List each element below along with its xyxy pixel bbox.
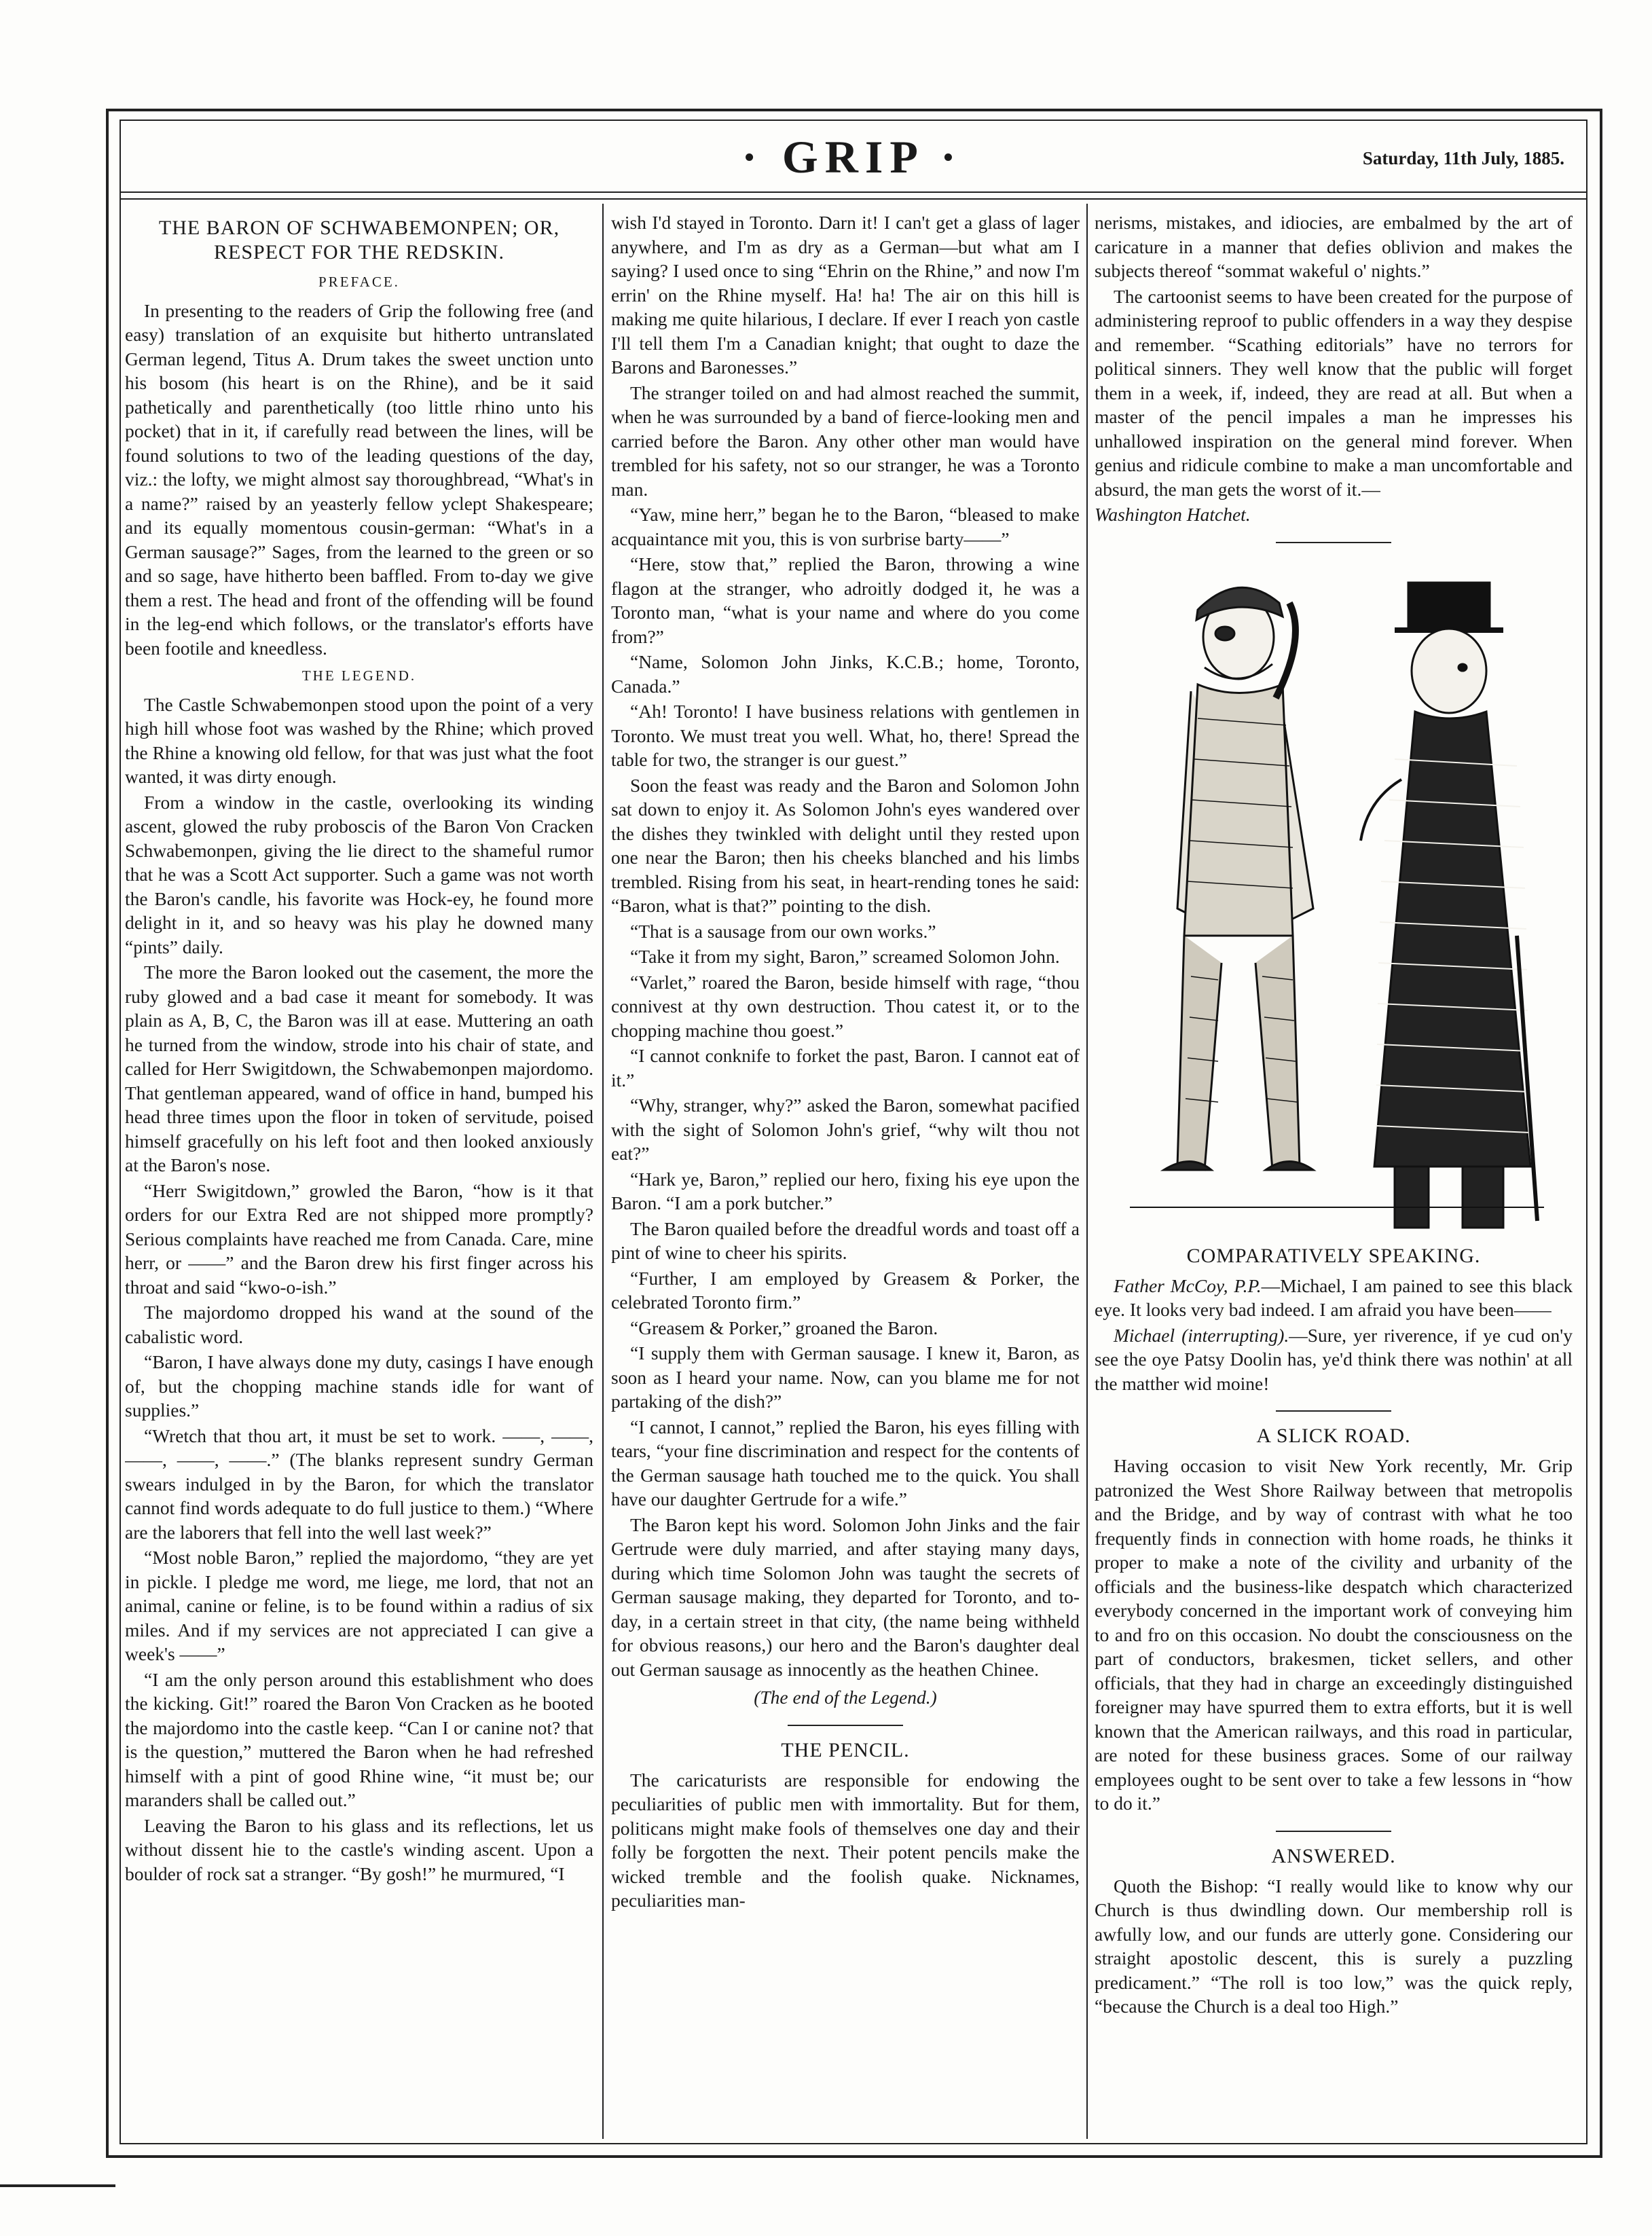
legend-paragraph: “Herr Swigitdown,” growled the Baron, “how is it that orders for our Extra Red are not shipped more promptly? Serious complaints have reached me from Canada. Care, mine herr, or ——” and the Baron drew his first finger across his throat and said “kwo-o-ish.”: [125, 1179, 593, 1298]
legend-paragraph: The Baron kept his word. Solomon John Jinks and the fair Gertrude were duly married, and after staying many days, during which time Solomon John was taught the secrets of German sausage making, they departed for Toronto, and to-day, in a certain street in that city, (the name being withheld for obvious reasons,) our hero and the Baron's daughter deal out German sausage as innocently as the heathen Chinee.: [611, 1514, 1080, 1680]
slick-road-headline: A SLICK ROAD.: [1256, 1425, 1411, 1447]
legend-paragraph: “I supply them with German sausage. I knew it, Baron, as soon as I heard your name. Now, can you blame me for not partaking of the dish?”: [611, 1342, 1080, 1412]
baron-headline: THE BARON OF SCHWABEMONPEN; OR, RESPECT FOR THE REDSKIN.: [158, 217, 560, 263]
legend-end-note: (The end of the Legend.): [754, 1687, 937, 1708]
answered-paragraph: Quoth the Bishop: “I really would like to know why our Church is thus dwindling down. Our membership roll is awfully low, and our funds are utterly gone. Considering our straight apostolic descent, this is surely a puzzling predicament.” “The roll is too low,” was the quick reply, “because the Church is a deal too High.”: [1095, 1875, 1573, 2017]
cartoon-speaker-1: Father McCoy, P.P.: [1114, 1275, 1262, 1296]
legend-paragraph: From a window in the castle, overlooking its winding ascent, glowed the ruby proboscis of the Baron Von Cracken Schwabemonpen, giving the lie direct to the shameful rumor that he was a Scott Act supporter. Such a game was not worth the Baron's candle, his favorite was Hock-ey, he found more delight in it, and so heavy was his play he downed many “pints” daily.: [125, 791, 593, 957]
legend-paragraph: The stranger toiled on and had almost reached the summit, when he was surrounded by a band of fierce-looking men and carried before the Baron. Any other other man would have trembled for his safety, not so our stranger, he was a Toronto man.: [611, 382, 1080, 500]
legend-paragraph: The majordomo dropped his wand at the sound of the cabalistic word.: [125, 1302, 593, 1347]
column-3: [1095, 210, 1573, 2139]
legend-paragraph: “Name, Solomon John Jinks, K.C.B.; home, Toronto, Canada.”: [611, 651, 1080, 697]
legend-paragraph: “Take it from my sight, Baron,” screamed Solomon John.: [630, 946, 1060, 967]
legend-paragraph: The Baron quailed before the dreadful words and toast off a pint of wine to cheer his spirits.: [611, 1217, 1080, 1263]
legend-paragraph: Soon the feast was ready and the Baron and Solomon John sat down to enjoy it. As Solomon John's eyes wandered over the dishes they twinkled with delight until they rested upon one near the Baron; then his cheeks blanched and his limbs trembled. Rising from his seat, in heart-rending tones he said: “Baron, what is that?” pointing to the dish.: [611, 774, 1080, 916]
cartoon-line-1: —Michael, I am pained to see this black eye. It looks very bad indeed. I am afraid you have been——: [1095, 1275, 1573, 1320]
legend-paragraph: “I am the only person around this establishment who does the kicking. Git!” roared the Baron Von Cracken as he booted the majordomo into the castle keep. “Can I or canine not? that is the question,” muttered the Baron when he had refreshed himself with a pint of good Rhine wine, “it must be; our maranders shall be called out.”: [125, 1668, 593, 1810]
legend-paragraph: “I cannot, I cannot,” replied the Baron, his eyes filling with tears, “your fine discrimination and respect for the contents of the German sausage hath touched me to the quick. You shall have our daughter Gertrude for a wife.”: [611, 1416, 1080, 1509]
preface-paragraph: In presenting to the readers of Grip the following free (and easy) translation of an exquisite but hitherto untranslated German legend, Titus A. Drum takes the sweet unction unto his bosom (his heart is on the Rhine), and be it said pathetically and parenthetically (too little rhino unto his pocket) that in it, if carefully read between the lines, will be found solutions to two of the leading questions of the day, viz.: the lofty, we might almost say thoroughbread, “What's in a name?” raised by an yeasterly fellow yclept Shakespeare; and its equally momentous cousin-german: “What's in a German sausage?” Sages, from the learned to the green or so and so sage, have hitherto been baffled. From to-day we give them a rest. The head and front of the offending will be found in the leg-end which follows, or the translator's efforts have been footile and kneedless.: [125, 299, 593, 659]
legend-paragraph: “Ah! Toronto! I have business relations with gentlemen in Toronto. We must treat you well. What, ho, there! Spread the table for two, the stranger is our guest.”: [611, 701, 1080, 770]
legend-paragraph: “Most noble Baron,” replied the majordomo, “they are yet in pickle. I pledge me word, me liege, me lord, that not an animal, canine or feline, is to be found within a radius of six miles. And if my services are not appreciated I can give a week's ——”: [125, 1547, 593, 1664]
cartoon-speaker-2: Michael (interrupting).: [1114, 1324, 1289, 1346]
cartoon-dialogue-1: [1095, 1274, 1573, 1322]
legend-paragraph: “Why, stranger, why?” asked the Baron, somewhat pacified with the sight of Solomon John's grief, “why wilt thou not eat?”: [611, 1095, 1080, 1164]
legend-paragraph: wish I'd stayed in Toronto. Darn it! I can't get a glass of lager anywhere, and I'm as dry as a German—but what am I saying? I used once to sing “Ehrin on the Rhine,” and now I'm errin' on the Rhine myself. Ha! ha! The air on this hill is making me quite hilarious, I declare. If ever I reach yon castle I'll tell them I'm a Canadian knight; that ought to daze the Barons and Baronesses.”: [611, 212, 1080, 378]
section-rule: [1276, 542, 1391, 543]
cartoon-dialogue-2: [1095, 1323, 1573, 1396]
legend-paragraph: “Here, stow that,” replied the Baron, throwing a wine flagon at the stranger, who adroitly dodged it, he was a Toronto man, “what is your name and where do you come from?”: [611, 553, 1080, 647]
legend-paragraph: The more the Baron looked out the casement, the more the ruby glowed and a bad case it meant for somebody. It was plain as A, B, C, the Baron was ill at ease. Muttering an oath he turned from the window, strode into his chair of state, and called for Herr Swigitdown, the Schwabemonpen majordomo. That gentleman appeared, wand of office in hand, bumped his head three times upon the floor in token of servitude, poised himself gracefully on his left foot and then looked anxiously at the Baron's nose.: [125, 961, 593, 1175]
slick-road-paragraph: Having occasion to visit New York recently, Mr. Grip patronized the West Shore Railway between that metropolis and the Bridge, and by way of contrast with what he too frequently finds in connection with home roads, he thinks it proper to make a note of the civility and urbanity of the officials and the business-like despatch which characterized everybody concerned in the important work of conveying him to and fro on this occasion. No doubt the consciousness on the part of conductors, brakesmen, ticket sellers, and other officials, that they had in charge an exceedingly distinguished foreigner may have spurred them to extra efforts, but it is well known that the American railways, and this road in particular, are noted for these business graces. Some of our railway employees ought to be sent over to take a few lessons in “how to do it.”: [1095, 1455, 1573, 1814]
pencil-paragraph: The caricaturists are responsible for endowing the peculiarities of public men with immortality. But for them, politicans might make fools of themselves one day and their folly be forgotten the next. Their potent pencils make the wicked tremble and the foolish quake. Nicknames, peculiarities man-: [611, 1769, 1080, 1911]
legend-paragraph: “Yaw, mine herr,” began he to the Baron, “bleased to make acquaintance mit you, this is von surbrise barty——”: [611, 504, 1080, 549]
legend-paragraph: “Further, I am employed by Greasem & Porker, the celebrated Toronto firm.”: [611, 1267, 1080, 1313]
masthead-rule-top: [120, 191, 1586, 193]
masthead-title: · GRIP ·: [741, 131, 963, 183]
section-rule: [1276, 1831, 1391, 1832]
pencil-headline: THE PENCIL.: [781, 1738, 910, 1761]
legend-paragraph: The Castle Schwabemonpen stood upon the point of a very high hill whose foot was washed by the Rhine; which proved the Rhine a knowing old fellow, for that was just what the foot wanted, it was dirty enough.: [125, 693, 593, 787]
legend-paragraph: “I cannot conknife to forket the past, Baron. I cannot eat of it.”: [611, 1045, 1080, 1090]
legend-heading: THE LEGEND.: [301, 667, 417, 684]
section-rule: [788, 1725, 903, 1726]
legend-paragraph: “Baron, I have always done my duty, casings I have enough of, but the chopping machine stands idle for want of supplies.”: [125, 1351, 593, 1421]
legend-paragraph: “Greasem & Porker,” groaned the Baron.: [630, 1317, 938, 1338]
masthead-date: Saturday, 11th July, 1885.: [1362, 148, 1564, 168]
pencil-paragraph: nerisms, mistakes, and idiocies, are embalmed by the art of caricature in a manner that defies oblivion and makes the subjects thereof “sommat wakeful o' nights.”: [1095, 212, 1573, 281]
preface-heading: PREFACE.: [318, 274, 400, 290]
cartoon-caption-title: COMPARATIVELY SPEAKING.: [1186, 1244, 1481, 1267]
pencil-source: Washington Hatchet.: [1095, 504, 1251, 525]
cartoon-illustration: [1109, 555, 1558, 1241]
column-2: [611, 210, 1080, 2139]
column-divider-2: [1086, 204, 1088, 2139]
pencil-paragraph: The cartoonist seems to have been created for the purpose of administering reproof to public offenders in a way they despise and remember. “Scathing editorials” have no terrors for political sinners. They well know that the public will forget them in a week, if, indeed, they are read at all. But when a master of the pencil impales a man he impresses his unhallowed inspiration on the general mind forever. When genius and ridicule combine to make a man uncomfortable and absurd, the man gets the worst of it.—: [1095, 285, 1573, 500]
answered-headline: ANSWERED.: [1271, 1844, 1396, 1867]
masthead: [120, 121, 1585, 182]
legend-paragraph: Leaving the Baron to his glass and its reflections, let us without dissent hie to the castle's winding ascent. Upon a boulder of rock sat a stranger. “By gosh!” he murmured, “I: [125, 1814, 593, 1884]
legend-paragraph: “Wretch that thou art, it must be set to work. ——, ——, ——, ——, ——.” (The blanks represent sundry German swears indulged in by the Baron, for which the translator cannot find words adequate to do full justice to them.) “Where are the laborers that fell into the well last week?”: [125, 1425, 593, 1543]
section-rule: [1276, 1410, 1391, 1412]
legend-paragraph: “Varlet,” roared the Baron, beside himself with rage, “thou connivest at thy own destruction. Thou catest it, or to the chopping machine thou goest.”: [611, 971, 1080, 1041]
column-divider-1: [602, 204, 604, 2139]
legend-paragraph: “Hark ye, Baron,” replied our hero, fixing his eye upon the Baron. “I am a pork butcher.”: [611, 1168, 1080, 1213]
cartoon-line-2: —Sure, yer riverence, if ye cud on'y see the oye Patsy Doolin has, ye'd think there was nothin' at all the matther wid moine!: [1095, 1324, 1573, 1394]
legend-paragraph: “That is a sausage from our own works.”: [630, 920, 936, 942]
column-1: [125, 210, 593, 2139]
page-foot-rule: [0, 2184, 115, 2187]
masthead-rule-bottom: [120, 198, 1586, 200]
